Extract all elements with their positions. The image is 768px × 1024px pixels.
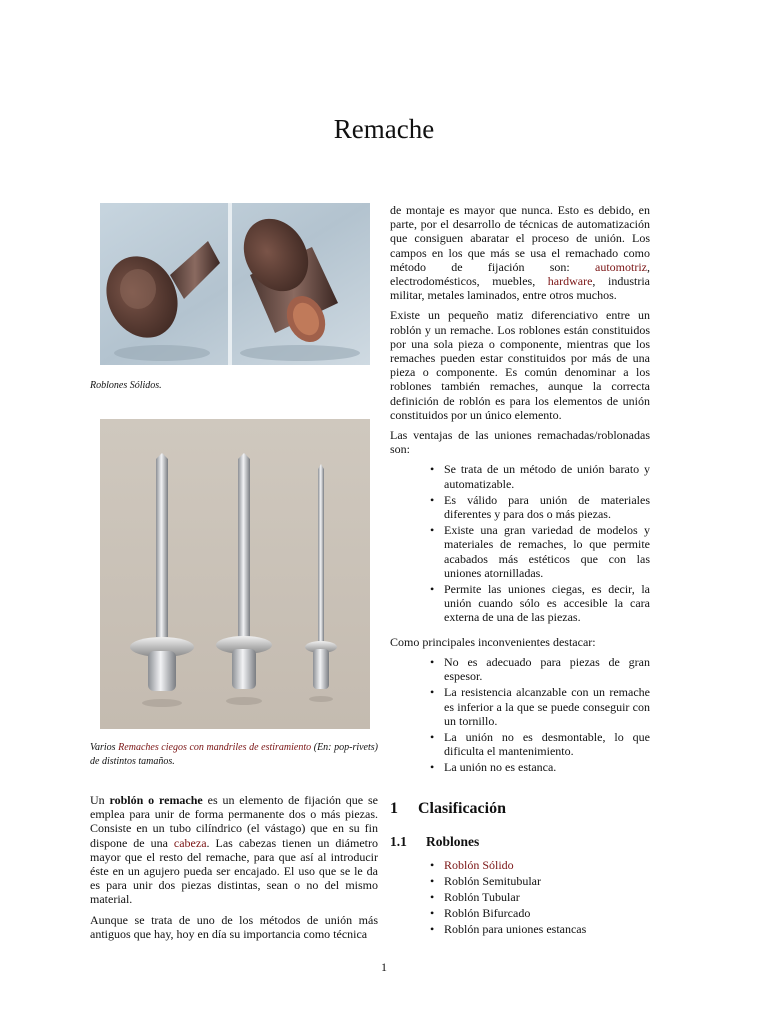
cabeza-link[interactable]: cabeza [173,835,207,850]
list-item: • No es adecuado para piezas de gran espesor. [430,655,650,683]
subsection-heading-roblones: 1.1 Roblones [390,833,480,849]
list-item: • Roblón para uniones estancas [430,922,650,936]
blind-rivets-link[interactable]: Remaches ciegos con mandriles de estiramiento [118,742,312,753]
figure-caption-2: Varios Remaches ciegos con mandriles de estiramiento (En: pop-rivets) de distintos tamaños. [90,742,378,767]
solid-rivets-photo [100,203,370,365]
list-item: • La resistencia alcanzable con un remache es inferior a la que se puede conseguir con un tornillo. [430,685,650,728]
list-item: • Se trata de un método de unión barato y automatizable. [430,462,650,490]
list-item: • Es válido para unión de materiales diferentes y para dos o más piezas. [430,493,650,521]
list-item: • Permite las uniones ciegas, es decir, la unión cuando sólo es accesible la cara externa de una de las piezas. [430,582,650,625]
page-title: Remache [333,114,435,144]
inconvenientes-intro: Como principales inconvenientes destacar: [390,634,596,649]
left-column [90,200,378,947]
list-item: • Roblón Tubular [430,890,650,904]
list-item: • La unión no es desmontable, lo que dificulta el mantenimiento. [430,730,650,758]
ventajas-list [430,462,650,624]
list-item: • Existe una gran variedad de modelos y materiales de remaches, lo que permite acabados más estéticos que con las uniones atornilladas. [430,523,650,580]
figure-caption-1: Roblones Sólidos. [90,380,162,391]
list-item: • Roblón Semitubular [430,874,650,888]
hardware-link[interactable]: hardware [547,274,593,289]
roblones-list [430,858,650,937]
list-item: • La unión no es estanca. [430,760,650,774]
page-number: 1 [381,960,387,974]
blind-rivets-photo [100,419,370,729]
intro-paragraph-4: Existe un pequeño matiz diferenciativo entre un roblón y un remache. Los roblones están constituidos por una sola pieza o componente, mientras que los remaches pueden estar constituidos por más de una pieza o componente. Es común denominar a los roblones también remaches, aunque la correcta definición de roblón es para los elementos de unión constituidos por un único elemento. [390,308,650,422]
intro-paragraph-5: Las ventajas de las uniones remachadas/roblonadas son: [390,428,650,457]
list-item [430,858,650,872]
right-column [390,203,650,947]
list-item: • Roblón Bifurcado [430,906,650,920]
intro-paragraph-1: Un roblón o remache es un elemento de fijación que se emplea para unir de forma permanente dos o más piezas. Consiste en un tubo cilíndrico (el vástago) que en su fin dispone de una cabeza. Las cabezas tienen un diámetro mayor que el resto del remache, para que así al introducir éste en un agujero pueda ser encajado. El uso que se le da es para unir dos piezas distintas, sean o no del mismo material. [90,793,378,907]
roblon-solido-link[interactable]: Roblón Sólido [444,857,514,872]
intro-paragraph-2: Aunque se trata de uno de los métodos de unión más antiguos que hay, hoy en día su importancia como técnica [90,912,378,941]
inconvenientes-list [430,655,650,775]
section-heading-clasificacion: 1 Clasificación [390,799,506,817]
intro-paragraph-3: de montaje es mayor que nunca. Esto es debido, en parte, por el desarrollo de técnicas de automatización que consiguen abaratar el proceso de unión. Los campos en los que más se usa el remachado como método de fijación son: automotriz, electrodomésticos, muebles, hardware, industria militar, metales laminados, entre otros muchos. [390,203,650,303]
automotriz-link[interactable]: automotriz [595,259,647,274]
